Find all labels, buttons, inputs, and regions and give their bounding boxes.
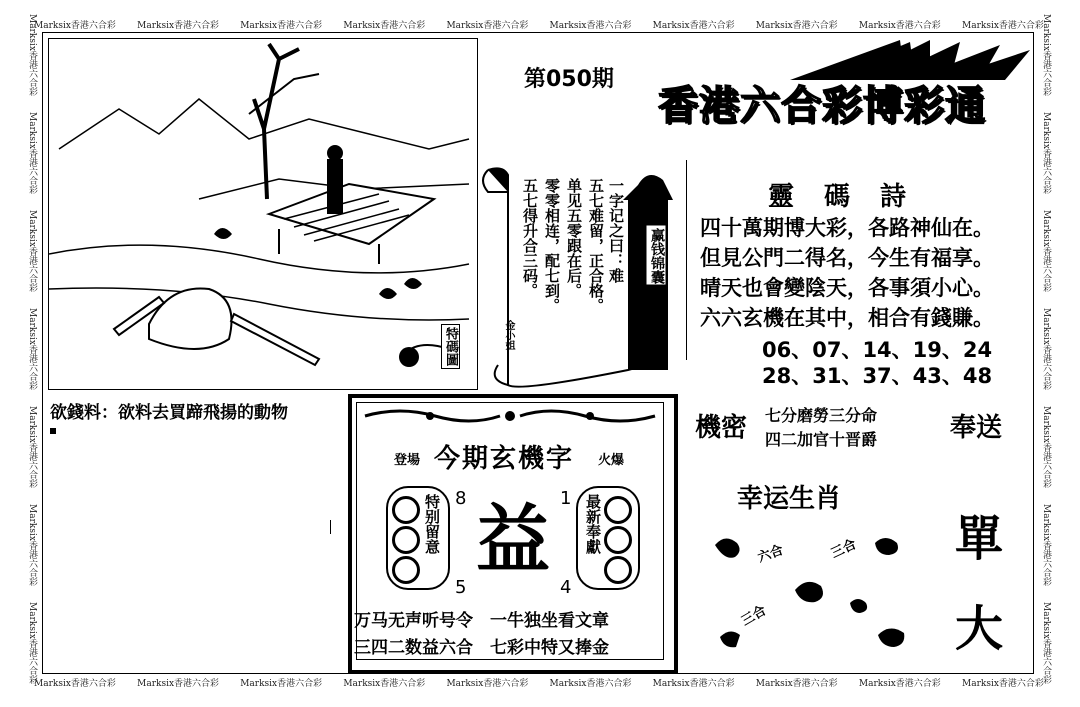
edge-mark <box>330 520 331 534</box>
scroll-brand: 金小姐 <box>503 320 514 350</box>
watermark-text: Marksix香港六合彩 <box>652 21 735 31</box>
watermark-text: Marksix香港六合彩 <box>755 21 838 31</box>
watermark-text: Marksix香港六合彩 <box>1041 308 1051 390</box>
watermark-text: Marksix香港六合彩 <box>34 679 116 689</box>
watermark-text: Marksix香港六合彩 <box>27 602 37 684</box>
watermark-text: Marksix香港六合彩 <box>549 21 632 31</box>
scroll-line-4: 五七得升合三码。 <box>521 178 539 298</box>
mystery-right-label: 最新奉獻 <box>584 494 602 554</box>
secret-line-1: 七分磨勞三分命 <box>765 406 878 425</box>
watermark-text: Marksix香港六合彩 <box>137 21 220 31</box>
watermark-text: Marksix香港六合彩 <box>858 679 941 689</box>
poem-heading: 靈碼詩 <box>768 182 937 212</box>
watermark-text: Marksix香港六合彩 <box>961 679 1044 689</box>
riddle-marker <box>50 428 56 434</box>
divider-line <box>686 160 687 360</box>
riddle-row <box>50 398 288 423</box>
scroll-title: 一字记之曰：难 <box>607 178 625 283</box>
lucky-tag-1: 六合 <box>755 542 786 566</box>
poem-numbers-2: 28、31、37、43、48 <box>762 364 993 388</box>
zodiac-animals <box>700 525 920 665</box>
secret-line-2: 四二加官十晋爵 <box>765 430 878 449</box>
mystery-corner-bl: 5 <box>455 577 467 598</box>
watermark-text: Marksix香港六合彩 <box>27 210 37 292</box>
watermark-text: Marksix香港六合彩 <box>446 21 529 31</box>
poem-line-4: 六六玄機在其中，相合有錢賺。 <box>700 305 994 330</box>
watermark-text: Marksix香港六合彩 <box>343 679 426 689</box>
secret-right: 奉送 <box>950 413 1003 443</box>
watermark-text: Marksix香港六合彩 <box>343 21 426 31</box>
watermark-text: Marksix香港六合彩 <box>1041 112 1051 194</box>
watermark-text: Marksix香港六合彩 <box>1041 14 1051 96</box>
zodiac-circle-icon <box>604 556 632 584</box>
secret-left: 機密 <box>695 413 748 443</box>
side-char-1: 單 <box>955 511 1004 567</box>
zodiac-circle-icon <box>604 526 632 554</box>
landscape-seal: 特碼圖 <box>441 324 460 369</box>
zodiac-circle-icon <box>392 526 420 554</box>
watermark-top <box>34 18 1044 31</box>
bag-label: 赢钱锦囊 <box>649 228 665 284</box>
riddle-text: 欲料去買蹄飛揚的動物 <box>118 403 288 423</box>
lucky-title: 幸运生肖 <box>737 484 842 514</box>
riddle-label: 欲錢料： <box>50 403 118 423</box>
landscape-panel <box>48 38 478 390</box>
poem-line-2: 但見公門二得名，今生有福享。 <box>700 245 994 270</box>
side-char-2: 大 <box>955 601 1004 657</box>
zodiac-circle-icon <box>392 556 420 584</box>
mystery-verse-1: 万马无声听号令 一牛独坐看文章 <box>354 611 609 631</box>
watermark-left <box>26 14 39 684</box>
watermark-text: Marksix香港六合彩 <box>27 14 37 96</box>
watermark-text: Marksix香港六合彩 <box>27 308 37 390</box>
watermark-text: Marksix香港六合彩 <box>137 679 220 689</box>
scroll-line-2: 单见五零跟在后。 <box>565 178 583 298</box>
scroll-line-3: 零零相连，配七到。 <box>543 178 561 313</box>
mystery-tag-left: 登場 <box>394 453 421 468</box>
mystery-ornament <box>360 404 660 430</box>
mystery-big-char: 益 <box>476 497 550 583</box>
poem-line-1: 四十萬期博大彩，各路神仙在。 <box>700 215 994 240</box>
zodiac-circle-icon <box>604 496 632 524</box>
watermark-text: Marksix香港六合彩 <box>1041 504 1051 586</box>
watermark-text: Marksix香港六合彩 <box>1041 602 1051 684</box>
poem-line-3: 晴天也會變陰天，各事須小心。 <box>700 275 994 300</box>
mystery-corner-br: 4 <box>560 577 572 598</box>
watermark-text: Marksix香港六合彩 <box>27 504 37 586</box>
watermark-text: Marksix香港六合彩 <box>755 679 838 689</box>
mystery-corner-tr: 1 <box>560 488 572 509</box>
mystery-heading: 今期玄機字 <box>434 444 575 474</box>
mystery-corner-tl: 8 <box>455 488 467 509</box>
landscape-illustration <box>49 39 477 389</box>
lucky-tag-3: 三合 <box>738 603 770 630</box>
watermark-right <box>1040 14 1053 684</box>
scroll-line-1: 五七难留，正合格。 <box>587 178 605 313</box>
watermark-text: Marksix香港六合彩 <box>858 21 941 31</box>
watermark-text: Marksix香港六合彩 <box>549 679 632 689</box>
mystery-tag-right: 火爆 <box>598 453 625 468</box>
issue-number: 第050期 <box>524 67 614 92</box>
zodiac-circle-icon <box>392 496 420 524</box>
watermark-text: Marksix香港六合彩 <box>27 112 37 194</box>
watermark-text: Marksix香港六合彩 <box>240 21 323 31</box>
lucky-tag-2: 三合 <box>828 537 859 562</box>
main-title: 香港六合彩博彩通 <box>658 82 986 129</box>
watermark-text: Marksix香港六合彩 <box>1041 210 1051 292</box>
watermark-text: Marksix香港六合彩 <box>961 21 1044 31</box>
mystery-verse-2: 三四二数益六合 七彩中特又捧金 <box>354 638 609 658</box>
watermark-text: Marksix香港六合彩 <box>240 679 323 689</box>
watermark-text: Marksix香港六合彩 <box>652 679 735 689</box>
watermark-text: Marksix香港六合彩 <box>1041 406 1051 488</box>
watermark-text: Marksix香港六合彩 <box>34 21 116 31</box>
watermark-text: Marksix香港六合彩 <box>27 406 37 488</box>
watermark-text: Marksix香港六合彩 <box>446 679 529 689</box>
poem-numbers-1: 06、07、14、19、24 <box>762 338 993 362</box>
mystery-left-label: 特别留意 <box>423 494 441 554</box>
watermark-bottom <box>34 676 1044 689</box>
